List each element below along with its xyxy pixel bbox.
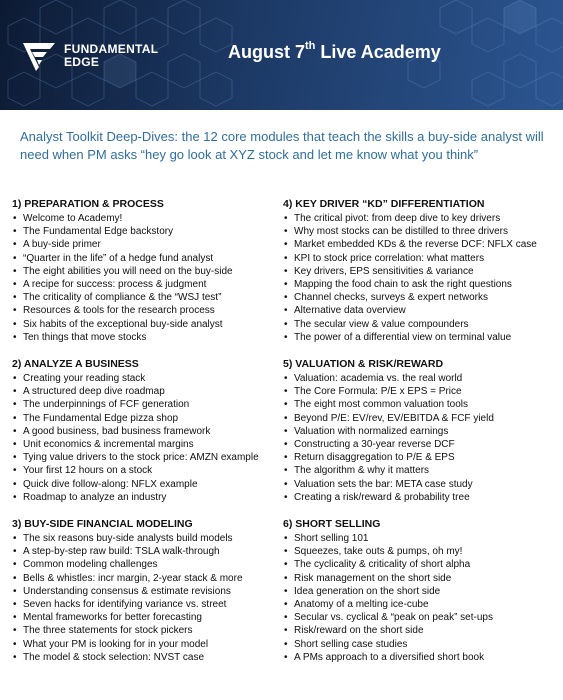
list-item: • Market embedded KDs & the reverse DCF: NFLX case xyxy=(283,238,553,251)
list-item: • Mental frameworks for better forecasting xyxy=(12,611,282,624)
list-item: • A structured deep dive roadmap xyxy=(12,385,282,398)
list-item: • Your first 12 hours on a stock xyxy=(12,464,282,477)
list-item: • The algorithm & why it matters xyxy=(283,464,553,477)
list-item: • The criticality of compliance & the “WSJ test” xyxy=(12,291,282,304)
section-title: 3) BUY-SIDE FINANCIAL MODELING xyxy=(12,518,193,530)
list-item: • The six reasons buy-side analysts build models xyxy=(12,532,282,545)
list-item: • Creating your reading stack xyxy=(12,372,282,385)
list-item: • The underpinnings of FCF generation xyxy=(12,398,282,411)
section-key-driver xyxy=(283,198,553,344)
list-item: • The critical pivot: from deep dive to key drivers xyxy=(283,212,553,225)
list-item: • Creating a risk/reward & probability tree xyxy=(283,491,553,504)
section-list xyxy=(12,532,282,664)
list-item: • The secular view & value compounders xyxy=(283,318,553,331)
list-item: • Constructing a 30-year reverse DCF xyxy=(283,438,553,451)
brand-logo xyxy=(22,40,158,72)
list-item: • Short selling 101 xyxy=(283,532,553,545)
list-item: • The Fundamental Edge backstory xyxy=(12,225,282,238)
list-item: • Quick dive follow-along: NFLX example xyxy=(12,478,282,491)
list-item: • A buy-side primer xyxy=(12,238,282,251)
list-item: • Beyond P/E: EV/rev, EV/EBITDA & FCF yield xyxy=(283,412,553,425)
list-item: • Tying value drivers to the stock price: AMZN example xyxy=(12,451,282,464)
brand-line-2: EDGE xyxy=(64,55,100,69)
list-item: • Bells & whistles: incr margin, 2-year stack & more xyxy=(12,572,282,585)
header-banner xyxy=(0,0,563,110)
list-item: • The power of a differential view on terminal value xyxy=(283,331,553,344)
list-item: • Alternative data overview xyxy=(283,304,553,317)
list-item: • Anatomy of a melting ice-cube xyxy=(283,598,553,611)
page-title xyxy=(228,42,441,63)
list-item: • The eight most common valuation tools xyxy=(283,398,553,411)
section-title: 2) ANALYZE A BUSINESS xyxy=(12,358,139,370)
list-item: • Mapping the food chain to ask the right questions xyxy=(283,278,553,291)
list-item: • Valuation with normalized earnings xyxy=(283,425,553,438)
section-short-selling xyxy=(283,518,553,664)
list-item: • Ten things that move stocks xyxy=(12,331,282,344)
list-item: • Seven hacks for identifying variance vs. street xyxy=(12,598,282,611)
list-item: • Resources & tools for the research process xyxy=(12,304,282,317)
list-item: • Channel checks, surveys & expert networks xyxy=(283,291,553,304)
list-item: • Common modeling challenges xyxy=(12,558,282,571)
list-item: • The three statements for stock pickers xyxy=(12,624,282,637)
list-item: • Unit economics & incremental margins xyxy=(12,438,282,451)
brand-line-1: FUNDAMENTAL xyxy=(64,42,159,56)
list-item: • Valuation: academia vs. the real world xyxy=(283,372,553,385)
intro-text: Analyst Toolkit Deep-Dives: the 12 core modules that teach the skills a buy-side analyst will need when PM asks “hey go look at XYZ stock and let me know what you think” xyxy=(20,129,544,162)
list-item: • The cyclicality & criticality of short alpha xyxy=(283,558,553,571)
title-main: August 7 xyxy=(228,42,306,62)
list-item: • Secular vs. cyclical & “peak on peak” set-ups xyxy=(283,611,553,624)
list-item: • A PMs approach to a diversified short book xyxy=(283,651,553,664)
list-item: • The eight abilities you will need on the buy-side xyxy=(12,265,282,278)
section-financial-modeling xyxy=(12,518,282,664)
section-list xyxy=(12,212,282,344)
list-item: • The Fundamental Edge pizza shop xyxy=(12,412,282,425)
list-item: • Idea generation on the short side xyxy=(283,585,553,598)
title-rest: Live Academy xyxy=(315,42,441,62)
list-item: • Why most stocks can be distilled to three drivers xyxy=(283,225,553,238)
list-item: • Valuation sets the bar: META case study xyxy=(283,478,553,491)
section-list xyxy=(12,372,282,504)
list-item: • Six habits of the exceptional buy-side analyst xyxy=(12,318,282,331)
section-analyze-business xyxy=(12,358,282,504)
title-superscript: th xyxy=(305,40,316,52)
list-item: • Return disaggregation to P/E & EPS xyxy=(283,451,553,464)
list-item: • The model & stock selection: NVST case xyxy=(12,651,282,664)
list-item: • A step-by-step raw build: TSLA walk-through xyxy=(12,545,282,558)
list-item: • A good business, bad business framework xyxy=(12,425,282,438)
list-item: • What your PM is looking for in your model xyxy=(12,638,282,651)
list-item: • Risk management on the short side xyxy=(283,572,553,585)
brand-name xyxy=(64,43,158,69)
section-list xyxy=(283,532,553,664)
list-item: • Roadmap to analyze an industry xyxy=(12,491,282,504)
list-item: • Welcome to Academy! xyxy=(12,212,282,225)
list-item: • The Core Formula: P/E x EPS = Price xyxy=(283,385,553,398)
section-title: 5) VALUATION & RISK/REWARD xyxy=(283,358,444,370)
section-list xyxy=(283,212,553,344)
list-item: • Key drivers, EPS sensitivities & variance xyxy=(283,265,553,278)
section-title: 6) SHORT SELLING xyxy=(283,518,381,530)
list-item: • A recipe for success: process & judgment xyxy=(12,278,282,291)
section-list xyxy=(283,372,553,504)
list-item: • Short selling case studies xyxy=(283,638,553,651)
section-title: 4) KEY DRIVER “KD” DIFFERENTIATION xyxy=(283,198,485,210)
fundamental-edge-logo-icon xyxy=(22,40,56,72)
section-preparation-process xyxy=(12,198,282,344)
list-item: • “Quarter in the life” of a hedge fund analyst xyxy=(12,252,282,265)
list-item: • Understanding consensus & estimate revisions xyxy=(12,585,282,598)
section-title: 1) PREPARATION & PROCESS xyxy=(12,198,164,210)
list-item: • Risk/reward on the short side xyxy=(283,624,553,637)
list-item: • KPI to stock price correlation: what matters xyxy=(283,252,553,265)
section-valuation-risk-reward xyxy=(283,358,553,504)
list-item: • Squeezes, take outs & pumps, oh my! xyxy=(283,545,553,558)
